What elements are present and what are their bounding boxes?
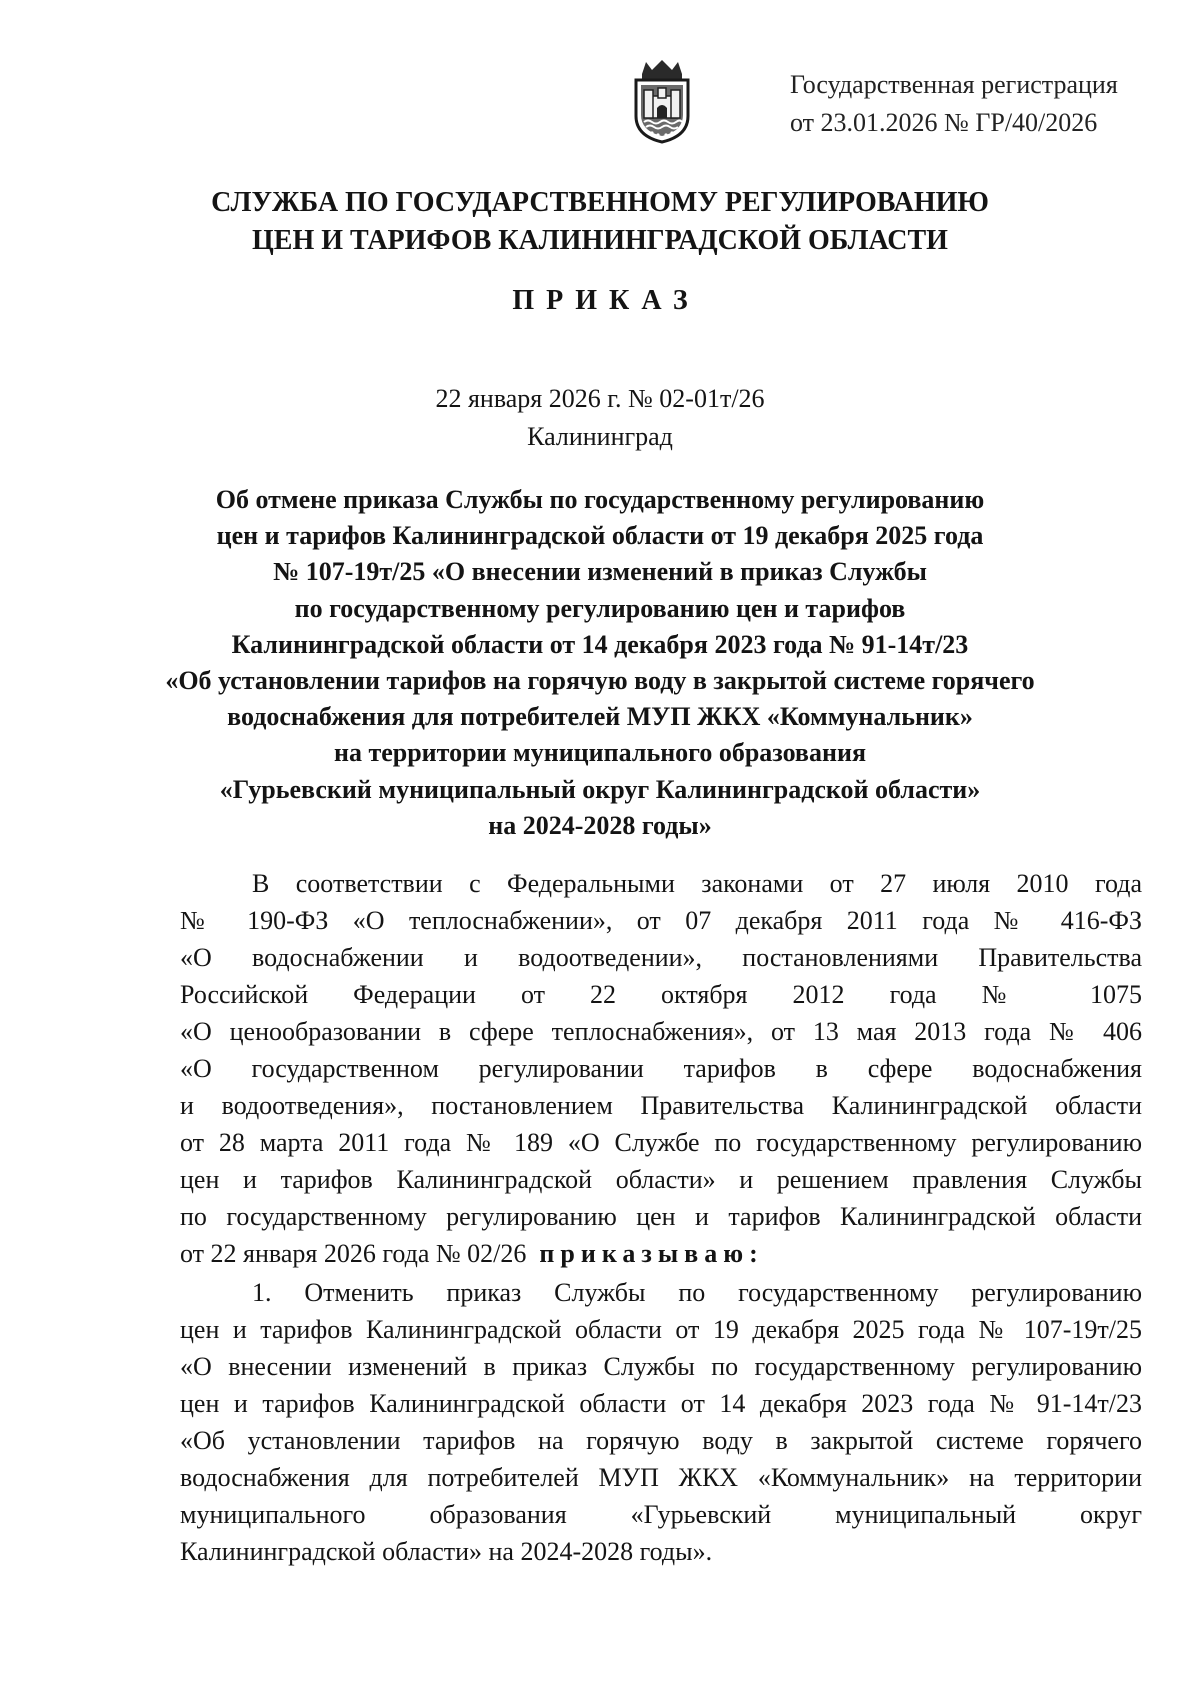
date-block [0,380,1200,456]
body-line: Калининградской области» на 2024-2028 годы». [180,1537,713,1566]
subject-line: «Гурьевский муниципальный округ Калининградской области» [219,774,981,804]
subject-line: цен и тарифов Калининградской области от 19 декабря 2025 года [216,521,984,551]
body-line: цен и тарифов Калининградской области от 14 декабря 2023 года № 91-14т/23 [180,1389,1142,1418]
body-line-final [180,1235,1142,1272]
body-line: водоснабжения для потребителей МУП ЖКХ «Коммунальник» на территории [180,1463,1142,1492]
kaliningrad-coat-of-arms-icon [628,58,696,144]
subject-line: водоснабжения для потребителей МУП ЖКХ «Коммунальник» [227,702,973,732]
body-line: «Об установлении тарифов на горячую воду в закрытой системе горячего [180,1426,1142,1455]
preamble-paragraph [180,865,1142,1272]
body-line: Российской Федерации от 22 октября 2012 года № 1075 [180,980,1142,1009]
subject-line: по государственному регулированию цен и тарифов [294,593,906,623]
order-body [180,865,1142,1570]
organization-title-line: СЛУЖБА ПО ГОСУДАРСТВЕННОМУ РЕГУЛИРОВАНИЮ [211,187,989,218]
city: Калининград [527,422,673,451]
order-subject [0,482,1200,844]
body-line: 1. Отменить приказ Службы по государственному регулированию [252,1278,1142,1307]
organization-title-line: ЦЕН И ТАРИФОВ КАЛИНИНГРАДСКОЙ ОБЛАСТИ [252,225,948,256]
order-word: приказываю: [539,1239,764,1268]
body-line: В соответствии с Федеральными законами от 27 июля 2010 года [252,869,1142,898]
order-date-number: 22 января 2026 г. № 02-01т/26 [435,384,765,413]
subject-line: на 2024-2028 годы» [488,810,712,840]
body-line: «О водоснабжении и водоотведении», постановлениями Правительства [180,943,1142,972]
subject-line: «Об установлении тарифов на горячую воду в закрытой системе горячего [165,666,1035,696]
registration-stamp [790,66,1118,142]
body-line: от 28 марта 2011 года № 189 «О Службе по государственному регулированию [180,1128,1142,1157]
registration-number: от 23.01.2026 № ГР/40/2026 [790,108,1098,137]
body-line: «О внесении изменений в приказ Службы по государственному регулированию [180,1352,1142,1381]
subject-line: Калининградской области от 14 декабря 2023 года № 91-14т/23 [231,629,969,659]
body-line: цен и тарифов Калининградской области» и решением правления Службы [180,1165,1142,1194]
document-kind: ПРИКАЗ [512,285,700,316]
registration-label: Государственная регистрация [790,70,1118,99]
subject-line: на территории муниципального образования [333,738,867,768]
body-line: муниципального образования «Гурьевский муниципальный округ [180,1500,1142,1529]
body-line: «О ценообразовании в сфере теплоснабжения», от 13 мая 2013 года № 406 [180,1017,1142,1046]
body-line: цен и тарифов Калининградской области от 19 декабря 2025 года № 107-19т/25 [180,1315,1142,1344]
body-line: № 190-ФЗ «О теплоснабжении», от 07 декабря 2011 года № 416-ФЗ [180,906,1142,935]
body-line: по государственному регулированию цен и тарифов Калининградской области [180,1202,1142,1231]
body-line: и водоотведения», постановлением Правительства Калининградской области [180,1091,1142,1120]
body-line: «О государственном регулировании тарифов в сфере водоснабжения [180,1054,1142,1083]
subject-line: № 107-19т/25 «О внесении изменений в приказ Службы [273,557,927,587]
subject-line: Об отмене приказа Службы по государственному регулированию [215,485,985,514]
resolution-reference: от 22 января 2026 года № 02/26 [180,1239,527,1268]
item-1-paragraph [180,1274,1142,1570]
organization-title [0,184,1200,260]
